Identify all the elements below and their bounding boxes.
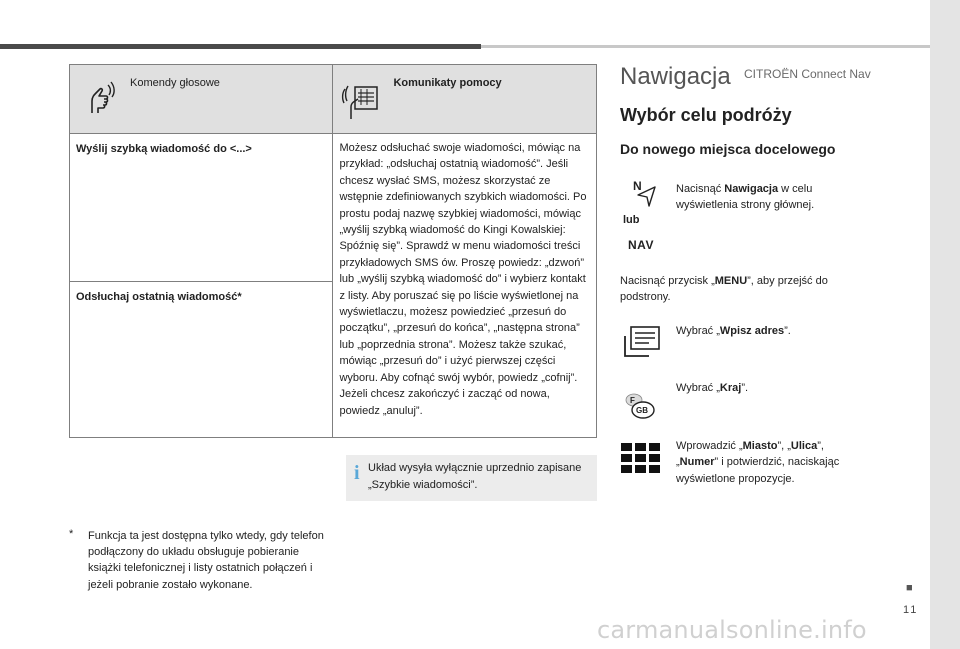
info-icon: i bbox=[354, 462, 360, 484]
voice-commands-table bbox=[69, 64, 597, 438]
header-rule-light bbox=[481, 45, 930, 48]
step-press-menu: Nacisnąć przycisk „MENU”, aby przejść do podstrony. bbox=[620, 275, 828, 304]
subsubsection-title: Do nowego miejsca docelowego bbox=[620, 141, 836, 157]
info-note bbox=[346, 455, 597, 501]
table-header-commands bbox=[70, 65, 333, 134]
table-row-command: Wyślij szybką wiadomość do <...> bbox=[70, 134, 333, 282]
voice-hand-icon bbox=[84, 79, 118, 115]
table-description: Możesz odsłuchać swoje wiadomości, mówiąc na przykład: „odsłuchaj ostatnią wiadomość”. Jeśli chcesz wysłać SMS, możesz skorzystać ze wstępnie zdefiniowanych szybkich wiadomości. Po prostu podaj nazwę szybkiej wiadomości, mówiąc „wyślij szybką wiadomość do Kingi Kowalskiej: Spóźnię się”. Sprawdź w menu wiadomości treści przykładowych SMS ów. Proszę powiedz: „dzwoń” lub „wyślij szybką wiadomość do” i wybierz kontakt z listy. Aby poruszać się po liście wyświetlonej na wyświetlaczu, możesz powiedzieć „przesuń do początku”, „przesuń do końca”, „następna strona” lub „poprzednia strona”. Możesz także szukać, mówiąc „przesuń do” i użyć pierwszej części wyboru. Aby cofnąć swój wybór, powiedz „cofnij”. Jeżeli chcesz zakończyć i zacząć od nowa, powiedz „anuluj”. bbox=[333, 134, 597, 438]
col2-header: Komunikaty pomocy bbox=[393, 77, 502, 89]
info-note-text: Układ wysyła wyłącznie uprzednio zapisane „Szybkie wiadomości”. bbox=[368, 462, 582, 491]
footnote-text: Funkcja ta jest dostępna tylko wtedy, gdy telefon podłączony do układu obsługuje pobieranie książki telefonicznej i listy ostatnich połączeń i jeżeli pobranie zostało wykonane. bbox=[88, 530, 324, 591]
step-enter-address: Wybrać „Wpisz adres”. bbox=[676, 325, 791, 337]
step-press-navigation: Nacisnąć Nawigacja w celu wyświetlenia strony głównej. bbox=[676, 183, 815, 212]
col1-header: Komendy głosowe bbox=[130, 77, 220, 89]
subsection-title: Wybór celu podróży bbox=[620, 105, 792, 125]
navigation-arrow-icon bbox=[633, 179, 663, 214]
page-number: 11 bbox=[903, 604, 919, 616]
flag-gb-label: GB bbox=[636, 406, 648, 415]
keypad-grid-icon bbox=[621, 443, 661, 475]
step-enter-city-street-number: Wprowadzić „Miasto”, „Ulica”, „Numer” i potwierdzić, naciskając wyświetlone propozycje. bbox=[676, 440, 840, 485]
header-title: CITROËN Connect Nav bbox=[744, 67, 871, 81]
keyboard-address-icon bbox=[623, 326, 661, 360]
watermark: carmanualsonline.info bbox=[597, 616, 867, 644]
footnote-marker: * bbox=[69, 528, 74, 540]
country-flag-icon bbox=[624, 391, 656, 421]
n-letter: N bbox=[633, 179, 642, 193]
nav-key-label: NAV bbox=[628, 238, 654, 252]
page-edge-strip bbox=[930, 0, 960, 649]
step-select-country: Wybrać „Kraj”. bbox=[676, 382, 749, 394]
voice-help-icon bbox=[341, 75, 379, 119]
table-header-help bbox=[333, 65, 597, 134]
flag-f-label: F bbox=[630, 396, 635, 405]
page-dot: ■ bbox=[906, 582, 913, 594]
table-row-command: Odsłuchaj ostatnią wiadomość* bbox=[70, 282, 333, 438]
or-label: lub bbox=[623, 214, 640, 226]
section-title: Nawigacja bbox=[620, 63, 731, 90]
header-rule-dark bbox=[0, 44, 481, 49]
